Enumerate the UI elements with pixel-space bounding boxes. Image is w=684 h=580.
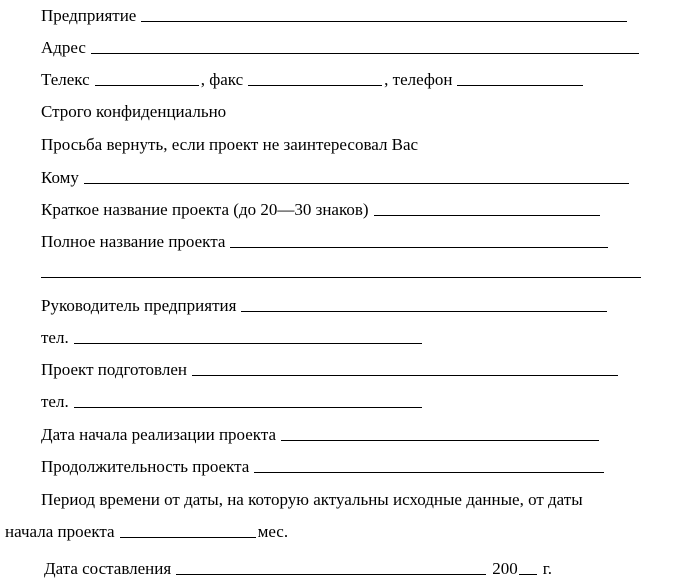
director-phone-field[interactable] [74,343,422,344]
director-phone-row [41,324,424,348]
prepared-label: Проект подготовлен [41,360,187,379]
short-name-label: Краткое название проекта (до 20—30 знаков) [41,200,369,219]
full-name-label: Полное название проекта [41,232,226,251]
telex-label: Телекс [41,70,90,89]
period-row-1 [41,486,583,510]
contacts-row [41,66,585,90]
start-date-row [41,421,601,445]
enterprise-row [41,2,629,26]
director-phone-label: тел. [41,328,69,347]
fax-field[interactable] [248,85,382,86]
period-months-field[interactable] [120,537,256,538]
director-label: Руководитель предприятия [41,296,237,315]
confidential-row [41,98,226,122]
period-row-2 [5,518,288,542]
short-name-field[interactable] [374,215,600,216]
return-request-text: Просьба вернуть, если проект не заинтересовал Вас [41,135,419,154]
short-name-row [41,196,602,220]
director-field[interactable] [241,311,607,312]
preparer-phone-label: тел. [41,392,69,411]
period-label-line2: начала проекта [5,522,115,541]
director-row [41,292,609,316]
period-label-line1: Период времени от даты, на которую актуальны исходные данные, от даты [41,490,583,509]
prepared-field[interactable] [192,375,618,376]
enterprise-label: Предприятие [41,6,137,25]
phone-field[interactable] [457,85,583,86]
fax-label: , факс [200,70,244,89]
enterprise-field[interactable] [141,21,627,22]
telex-field[interactable] [95,85,199,86]
prepared-row [41,356,620,380]
to-field[interactable] [84,183,629,184]
preparer-phone-field[interactable] [74,407,422,408]
year-field[interactable] [519,574,537,575]
address-label: Адрес [41,38,86,57]
full-name-continuation-field[interactable] [41,277,641,278]
return-request-row [41,131,418,155]
preparer-phone-row [41,388,424,412]
duration-row [41,453,606,477]
address-row [41,34,641,58]
full-name-field[interactable] [230,247,608,248]
duration-label: Продолжительность проекта [41,457,250,476]
address-field[interactable] [91,53,639,54]
to-label: Кому [41,168,79,187]
year-prefix: 200 [492,559,518,578]
confidential-text: Строго конфиденциально [41,102,227,121]
start-date-field[interactable] [281,440,599,441]
start-date-label: Дата начала реализации проекта [41,425,277,444]
phone-label: , телефон [384,70,453,89]
full-name-row [41,228,610,252]
to-row [41,164,631,188]
compile-date-label: Дата составления [44,559,172,578]
compile-date-field[interactable] [176,574,486,575]
year-suffix: г. [542,559,552,578]
months-unit: мес. [257,522,289,541]
duration-field[interactable] [254,472,604,473]
compile-date-row [44,555,552,579]
